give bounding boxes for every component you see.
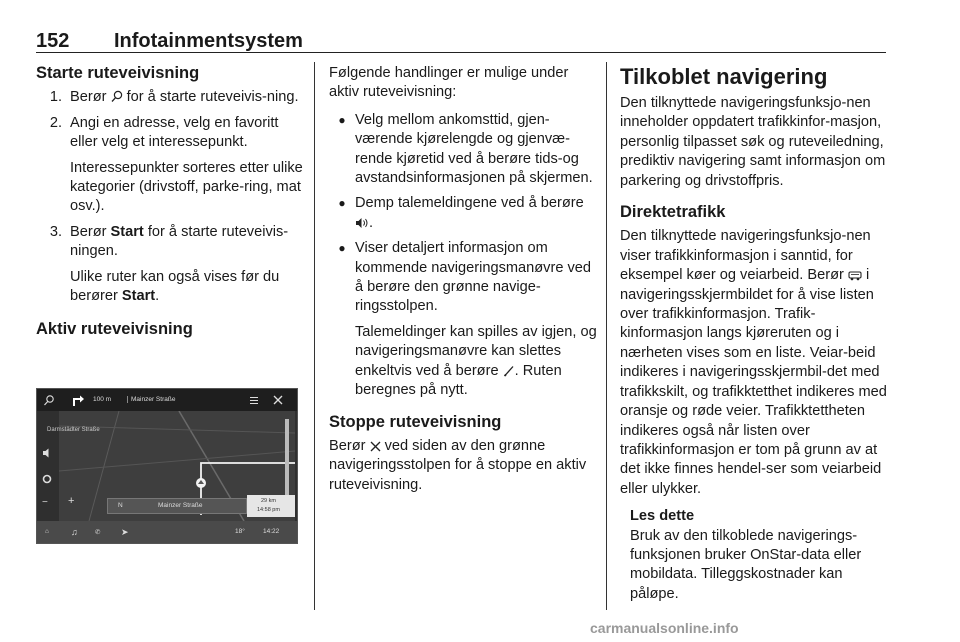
section-heading: Stoppe ruteveivisning	[329, 412, 502, 431]
phone-icon[interactable]: ✆	[95, 529, 101, 536]
note-box	[630, 507, 890, 604]
close-icon	[370, 441, 381, 452]
bullet-text: Demp talemeldingene ved å berøre .	[355, 195, 584, 231]
column-1	[36, 64, 304, 345]
note-part: Ulike ruter kan også vises før du berører	[70, 268, 280, 305]
speaker-icon	[355, 217, 369, 229]
bullet-text: Velg mellom ankomsttid, gjen-værende kjørelengde og gjenvæ-rende kjøretid ved å berøre tids-og avstandsinformasjonen på skjermen.	[355, 111, 593, 187]
bullet-note	[355, 323, 597, 401]
gear-icon[interactable]	[41, 473, 53, 485]
page-header	[36, 30, 886, 53]
remaining-distance: 29 km	[261, 498, 276, 504]
section-heading: Direktetrafikk	[620, 203, 726, 222]
note-part: .	[155, 288, 160, 305]
column-3	[620, 64, 890, 604]
paragraph-part: i navigeringsskjermbildet for å vise listen over trafikkinformasjon. Trafik-kinformasjon langs kjøreruten og i nærheten vises som en liste. Veiar-beid indikeres i navigeringsskjermbil-det med trafikkskilt, og trafikktetthet indikeres med oransje og røde veier. Trafikktettheten indikeres også når listen over trafikkinformasjon er tom på grunn av at det ikke finnes hendel-ser som veiarbeid eller ulykker.	[620, 267, 887, 497]
paragraph-part: Den tilknyttede navigeringsfunksjo-nen viser trafikkinformasjon i sanntid, for eksempel køer og veiarbeid. Berør	[620, 228, 871, 284]
clock: 14:22	[263, 528, 280, 535]
list-item	[36, 114, 304, 153]
next-street: Mainzer Straße	[127, 396, 175, 403]
close-icon	[273, 395, 283, 405]
step-note	[70, 268, 304, 307]
speaker-icon[interactable]	[41, 447, 53, 459]
route-bar[interactable]	[107, 498, 247, 514]
step-text: Angi en adresse, velg en favoritt eller velg et interessepunkt.	[70, 114, 279, 151]
paragraph	[620, 227, 890, 499]
note-text: Bruk av den tilkoblede navigerings-funksjonen bruker OnStar-data eller mobildata. Tilleggskostnader kan påløpe.	[630, 527, 862, 602]
column-2	[329, 64, 597, 503]
page-number: 152	[36, 30, 70, 52]
page-title: Infotainmentsystem	[114, 30, 303, 52]
bullet-text-part: Demp talemeldingene ved å berøre	[355, 195, 584, 212]
screenshot-top-bar	[37, 389, 297, 411]
step-number: 1.	[49, 89, 62, 106]
search-icon	[43, 394, 55, 406]
step-number: 2.	[49, 114, 62, 131]
maneuver-distance: 100 m	[93, 396, 112, 403]
main-heading: Tilkoblet navigering	[620, 64, 828, 89]
note-part: . Ruten beregnes på nytt.	[355, 362, 562, 399]
route-progress-bar[interactable]	[285, 419, 289, 499]
paragraph-part: Berør	[329, 437, 366, 454]
note-title: Les dette	[630, 508, 695, 525]
list-item	[36, 88, 304, 107]
bold-term: Start	[121, 288, 156, 305]
list-item	[329, 111, 597, 189]
bullet-list	[329, 111, 597, 401]
zoom-in-button[interactable]: +	[68, 495, 75, 507]
step-text	[70, 88, 304, 107]
navigation-screenshot	[36, 388, 298, 544]
bullet-icon: ●	[338, 241, 346, 256]
step-text	[70, 223, 304, 262]
list-item	[329, 239, 597, 317]
eta-info[interactable]	[247, 495, 295, 517]
traffic-icon	[848, 269, 862, 281]
column-divider	[606, 62, 607, 610]
paragraph: Følgende handlinger er mulige under aktiv ruteveivisning:	[329, 65, 569, 101]
navigation-icon[interactable]: ➤	[121, 527, 129, 537]
section-heading: Starte ruteveivisning	[36, 64, 200, 82]
step-text-part: Berør	[70, 89, 107, 106]
section-heading: Aktiv ruteveivisning	[36, 320, 193, 339]
screenshot-status-bar	[37, 521, 297, 543]
map-street-label: Darmstädter Straße	[47, 427, 100, 433]
pencil-icon	[503, 365, 515, 377]
step-text-part: for å starte ruteveivis-ningen.	[70, 223, 289, 260]
column-divider	[314, 62, 315, 610]
step-text-part: for å starte ruteveivis-ning.	[122, 89, 299, 106]
step-text-part: Berør	[70, 223, 111, 240]
bullet-icon: ●	[338, 196, 346, 211]
paragraph: Den tilknyttede navigeringsfunksjo-nen inneholder oppdatert trafikkinfor-masjon, personlig tilpasset søk og ruteveiledning, prediktiv navigering samt informasjon om parkering og drivstoffpris.	[620, 95, 886, 189]
turn-right-icon	[71, 393, 85, 407]
list-item	[329, 194, 597, 233]
step-note: Interessepunkter sorteres etter ulike kategorier (drivstoff, parke-ring, mat osv.).	[70, 159, 303, 215]
list-icon	[249, 395, 259, 405]
home-icon[interactable]: ⌂	[45, 528, 49, 535]
bullet-icon: ●	[338, 112, 346, 127]
bold-term: Start	[110, 223, 144, 240]
compass: N	[118, 502, 123, 509]
bullet-text: Viser detaljert informasjon om kommende navigeringsmanøvre ved å berøre den grønne navige-ringsstolpen.	[355, 240, 592, 315]
paragraph-part: ved siden av den grønne navigeringsstolpen for å stoppe en aktiv ruteveivisning.	[329, 437, 587, 493]
search-icon	[111, 90, 123, 103]
paragraph	[329, 437, 597, 495]
list-item	[36, 223, 304, 262]
note-part: Talemeldinger kan spilles av igjen, og navigeringsmanøvre kan slettes enkeltvis ved å berøre	[355, 323, 597, 379]
zoom-out-button[interactable]: −	[42, 497, 48, 508]
music-icon[interactable]: ♫	[71, 527, 78, 537]
steps-list	[36, 88, 304, 306]
watermark: carmanualsonline.info	[590, 620, 739, 636]
step-number: 3.	[49, 223, 62, 240]
temperature: 18°	[235, 528, 245, 535]
arrival-time: 14:58 pm	[257, 507, 280, 513]
current-street: Mainzer Straße	[158, 502, 203, 509]
